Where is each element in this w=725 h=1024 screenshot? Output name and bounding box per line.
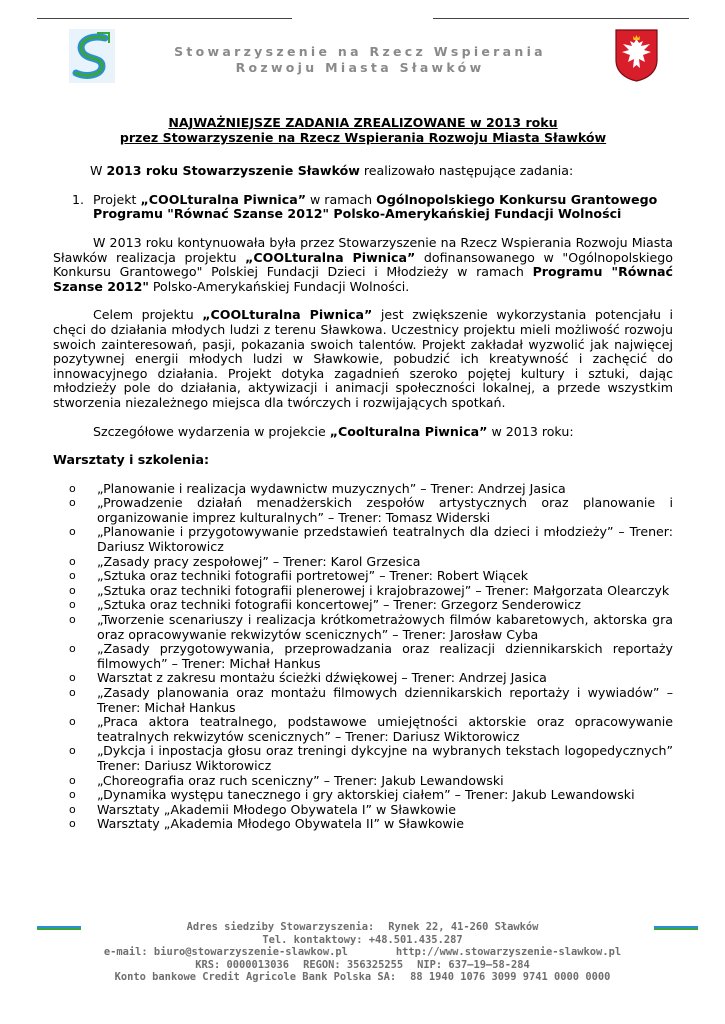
bullet-icon: o xyxy=(69,788,76,802)
footer-registry-line: KRS: 0000013036 REGON: 356325255 NIP: 637–19–58-284 xyxy=(195,958,530,971)
bullet-icon: o xyxy=(69,481,76,495)
list-item xyxy=(69,612,673,642)
list-item xyxy=(69,772,673,789)
list-item-text: Warsztaty „Akademia Młodego Obywatela II” w Sławkowie xyxy=(97,816,464,832)
list-item xyxy=(69,714,673,744)
item-number: 1. xyxy=(72,191,85,207)
list-item xyxy=(69,787,673,803)
bullet-icon: o xyxy=(69,642,76,656)
bullet-icon: o xyxy=(69,525,76,539)
project-details-intro: Szczegółowe wydarzenia w projekcie „Coolturalna Piwnica” w 2013 roku: xyxy=(93,423,574,439)
footer-stripe-right xyxy=(654,926,698,930)
list-item-text: „Dynamika występu tanecznego i gry aktorskiej ciałem” – Trener: Jakub Lewandowski xyxy=(97,787,635,803)
eagle-coat-of-arms-icon xyxy=(614,28,659,82)
document-title-line1: NAJWAŻNIEJSZE ZADANIA ZREALIZOWANE w 2013 roku xyxy=(168,115,558,130)
list-item xyxy=(69,495,673,525)
organization-name-line2: Rozwoju Miasta Sławków xyxy=(235,60,485,75)
list-item xyxy=(69,685,673,715)
list-item-text: „Planowanie i realizacja wydawnictw muzycznych” – Trener: Andrzej Jasica xyxy=(97,480,566,496)
list-item-text: „Planowanie i przygotowywanie przedstawień teatralnych dla dzieci i młodzieży” – Trener: Dariusz Wiktorowicz xyxy=(97,524,673,555)
bullet-icon: o xyxy=(69,671,76,685)
footer-phone: Tel. kontaktowy: +48.501.435.287 xyxy=(262,933,463,946)
bullet-icon: o xyxy=(69,715,76,729)
bullet-icon: o xyxy=(69,686,76,699)
list-item xyxy=(69,553,673,570)
footer-web-line xyxy=(70,946,655,959)
list-item xyxy=(69,816,673,832)
list-item xyxy=(69,801,673,818)
footer-bank-line: Konto bankowe Credit Agricole Bank Polska SA: 88 1940 1076 3099 9741 0000 0000 xyxy=(114,971,611,984)
list-item-text: „Choreografia oraz ruch sceniczny” – Trener: Jakub Lewandowski xyxy=(97,772,504,788)
header-rule-left xyxy=(37,18,292,19)
document-title-line2: przez Stowarzyszenie na Rzecz Wspierania Rozwoju Miasta Sławków xyxy=(119,129,607,145)
bullet-icon: o xyxy=(69,598,76,612)
footer-website[interactable]: http://www.stowarzyszenie-slawkow.pl xyxy=(395,946,622,959)
bullet-icon: o xyxy=(69,773,76,787)
list-item xyxy=(69,568,673,584)
bullet-icon: o xyxy=(69,569,76,583)
list-item-text: „Tworzenie scenariuszy i realizacja krótkometrażowych filmów kabaretowych, aktorska gra oraz opracowywanie rekwizytów scenicznych” – Trener: Jarosław Cyba xyxy=(97,612,673,642)
bullet-icon: o xyxy=(69,817,76,831)
project-continuation-paragraph: W 2013 roku kontynuowała była przez Stowarzyszenie na Rzecz Wspierania Rozwoju Miasta Sławków realizacja projektu „COOLturalna Piwnica” dofinansowanego w "Ogólnopolskiego Konkursu Grantowego" Polskiej Fundacji Dzieci i Młodzieży w ramach Programu "Równać Szanse 2012" Polsko-Amerykańskiej Fundacji Wolności. xyxy=(53,234,673,294)
footer-address-line: Adres siedziby Stowarzyszenia: Rynek 22, 41-260 Sławków xyxy=(186,921,539,933)
footer-email[interactable]: e-mail: biuro@stowarzyszenie-slawkow.pl xyxy=(103,946,348,959)
header-rule-right xyxy=(433,18,689,19)
list-item-text: „Praca aktora teatralnego, podstawowe umiejętności aktorskie oraz opracowywanie teatralnych rekwizytów scenicznych” – Trener: Dariusz Wiktorowicz xyxy=(97,714,673,744)
list-item-text: Warsztat z zakresu montażu ścieżki dźwiękowej – Trener: Andrzej Jasica xyxy=(97,670,547,686)
list-item-text: „Prowadzenie działań menadżerskich zespołów artystycznych oraz planowanie i organizowanie imprez kulturalnych” – Trener: Tomasz Widerski xyxy=(97,495,673,525)
bullet-icon: o xyxy=(69,613,76,627)
list-item xyxy=(69,597,673,613)
bullet-icon: o xyxy=(69,802,76,816)
bullet-icon: o xyxy=(69,554,76,568)
list-item-text: „Zasady planowania oraz montażu filmowych dziennikarskich reportaży i wywiadów” – Trener: Michał Hankus xyxy=(97,685,673,715)
bullet-icon: o xyxy=(69,583,76,597)
list-item-text: „Dykcja i inpostacja głosu oraz treningi dykcyjne na wybranych tekstach logopedycznych” Trener: Dariusz Wiktorowicz xyxy=(97,743,673,773)
list-item xyxy=(69,670,673,686)
workshop-list xyxy=(53,482,673,832)
list-item xyxy=(69,524,673,555)
list-item-text: Warsztaty „Akademii Młodego Obywatela I” w Sławkowie xyxy=(97,801,457,817)
list-item xyxy=(69,582,673,599)
intro-paragraph: W 2013 roku Stowarzyszenie Sławków realizowało następujące zadania: xyxy=(90,163,574,179)
s-logo-icon xyxy=(69,29,115,83)
section-title-workshops: Warsztaty i szkolenia: xyxy=(53,452,210,468)
bullet-icon: o xyxy=(69,744,76,758)
document-body xyxy=(53,116,673,832)
list-item xyxy=(69,743,673,773)
list-item xyxy=(69,480,673,497)
numbered-item-1: 1. Projekt „COOLturalna Piwnica” w ramach Ogólnopolskiego Konkursu Grantowego Programu "Równać Szanse 2012" Polsko-Amerykańskiej Fundacji Wolności xyxy=(72,191,658,222)
list-item xyxy=(69,641,673,671)
list-item-text: „Sztuka oraz techniki fotografii koncertowej” – Trener: Grzegorz Senderowicz xyxy=(97,597,582,613)
list-item-text: „Sztuka oraz techniki fotografii plenerowej i krajobrazowej” – Trener: Małgorzata Olearczyk xyxy=(97,582,670,598)
list-item-text: „Zasady przygotowywania, przeprowadzania oraz realizacji dziennikarskich reportaży filmowych” – Trener: Michał Hankus xyxy=(97,641,673,671)
project-goal-paragraph: Celem projektu „COOLturalna Piwnica” jest zwiększenie wykorzystania potencjału i chęci do działania młodych ludzi z terenu Sławkowa. Uczestnicy projektu mieli możliwość rozwoju swoich zainteresowań, pasji, pokazania swoich talentów. Projekt zakładał wyzwolić jak najwięcej pozytywnej energii młodych ludzi w Sławkowie, pobudzić ich kreatywność i zachęcić do innowacyjnego działania. Projekt dotyka zagadnień szeroko pojętej kultury i sztuki, dając młodzieży pole do działania, aktywizacji i animacji społeczności lokalnej, a przede wszystkim stworzenia niezależnego miejsca dla twórczych i rozwijających spotkań. xyxy=(53,307,673,410)
organization-name-line1: Stowarzyszenie na Rzecz Wspierania xyxy=(174,44,546,59)
list-item-text: „Sztuka oraz techniki fotografii portretowej” – Trener: Robert Wiącek xyxy=(97,568,529,584)
footer-contact xyxy=(70,921,655,984)
list-item-text: „Zasady pracy zespołowej” – Trener: Karol Grzesica xyxy=(97,553,421,569)
bullet-icon: o xyxy=(69,496,76,510)
